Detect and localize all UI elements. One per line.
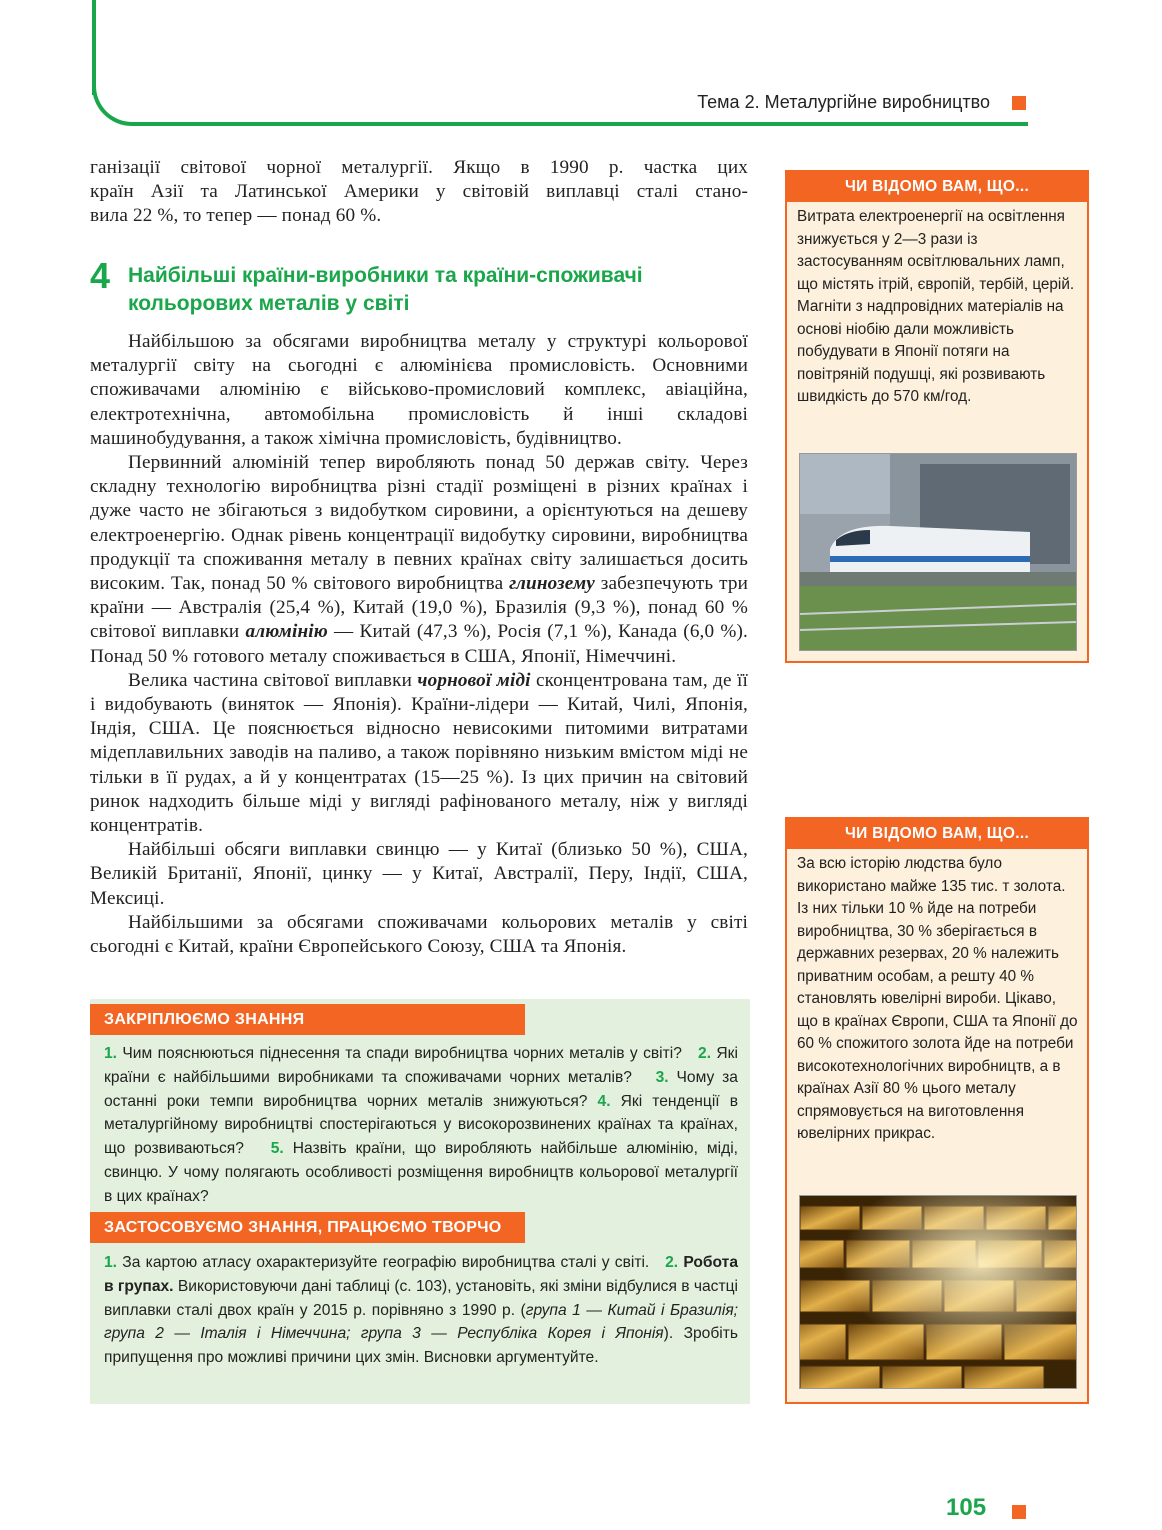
page-number: 105 [946, 1494, 987, 1521]
task-text: Використовуючи дані таблиці (с. 103), установіть, які зміни відбулися в частці виплавки сталі двох країн у 2015 р. порівняно з 1990 р. ( [104, 1277, 738, 1319]
gold-bars-illustration [800, 1196, 1076, 1388]
maglev-train-illustration [800, 454, 1076, 650]
paragraph-aluminium-industry: Найбільшою за обсягами виробництва металу у структурі кольорової металургії світу на сьогодні є алюмінієва промисловість. Основними споживачами алюмінію є військово-промисловий комплекс, авіаційна, електротехнічна, автомобільна промисловість й інші складові машинобудування, а також хімічна промисловість, будівництво. [90, 331, 748, 449]
frame-line-horizontal [150, 122, 1028, 126]
question-text: Які країни є найбільшими виробниками та споживачами чорних металів? [104, 1045, 738, 1086]
question-number: 3. [655, 1068, 669, 1086]
intro-line-3: вила 22 %, то тепер — понад 60 %. [90, 205, 382, 227]
gold-bars-photo [799, 1195, 1077, 1389]
did-you-know-heading: ЧИ ВІДОМО ВАМ, ЩО... [787, 819, 1087, 849]
p2-text-a: Первинний алюміній тепер виробляють понад 50 держав світу. Через складну технологію виробництва різні стадії розміщені в різних країнах і дуже часто не збігаються з видобутком сировини, а орієнтуються на дешеву електроенергію. Однак рівень концентрації видобутку сировини, виробництва продукції та споживання металу в певних країнах світу залишається досить високим. Так, понад 50 % світового виробництва [90, 452, 748, 595]
reinforce-heading: ЗАКРІПЛЮЄМО ЗНАННЯ [90, 1004, 525, 1035]
question-number: 2. [698, 1045, 712, 1062]
maglev-train-photo [799, 453, 1077, 651]
apply-heading: ЗАСТОСОВУЄМО ЗНАННЯ, ПРАЦЮЄМО ТВОРЧО [90, 1212, 525, 1243]
section-title [128, 262, 643, 318]
paragraph-copper [90, 669, 748, 838]
term-aluminium: алюмінію [245, 621, 328, 643]
tasks-box [90, 999, 750, 1404]
task-groups: група 1 — Китай і Бразилія; група 2 — Італія і Німеччина; група 3 — Республіка Корея і Японія [104, 1301, 738, 1343]
did-you-know-box-1 [785, 170, 1089, 663]
term-alumina: глинозему [509, 573, 595, 595]
intro-paragraph [90, 156, 748, 229]
did-you-know-text: Витрата електроенергії на освітлення знижується у 2—3 рази із застосуванням освітлювальних ламп, що містять ітрій, європій, тербій, церій. Магніти з надпровідних матеріалів на основі ніобію дали можливість побудувати в Японії потяги на повітряній подушці, які розвивають швидкість до 570 км/год. [797, 208, 1075, 405]
p3-text-b: сконцентрована там, де її і видобувають (виняток — Японія). Країни-лідери — Китай, Чилі, Японія, Індія, США. Це пояснюється відносно невисокими питомими витратами мідеплавильних заводів на паливо, а також порівняно низьким вмістом міді не тільки в її рудах, а й у концентратах (15—25 %). Із цих причин на світовий ринок надходить більше міді у вигляді рафінованого металу, ніж у вигляді концентратів. [90, 669, 749, 837]
question-number: 4. [597, 1092, 611, 1110]
task-group-work-label: Робота в групах. [104, 1254, 738, 1295]
did-you-know-heading: ЧИ ВІДОМО ВАМ, ЩО... [787, 172, 1087, 202]
question-text: Назвіть країни, що виробляють найбільше алюмінію, міді, свинцю. У чому полягають особливості розміщення виробництв кольорової металургії в цих країнах? [104, 1140, 738, 1205]
p2-text-c: — Китай (47,3 %), Росія (7,1 %), Канада (6,0 %). Понад 50 % готового металу споживається в США, Японії, Німеччині. [90, 621, 749, 667]
did-you-know-box-2 [785, 817, 1089, 1404]
task-text-end: ). Зробіть припущення про можливі причини цих змін. Висновки аргументуйте. [104, 1325, 738, 1367]
question-text: Які тенденції в металургійному виробництві спостерігаються у високорозвинених країнах та країнах, що розвиваються? [104, 1092, 738, 1158]
term-blister-copper: чорнової міді [417, 669, 531, 691]
section-title-line-1: Найбільші країни-виробники та країни-споживачі [128, 264, 643, 287]
question-number: 5. [270, 1140, 284, 1158]
intro-line-2: країн Азії та Латинської Америки у світовій виплавці сталі стано- [90, 181, 748, 203]
frame-corner [92, 60, 152, 126]
task-text: За картою атласу охарактеризуйте географію виробництва сталі у світі. [122, 1254, 650, 1271]
header-marker-square [1012, 96, 1026, 110]
running-header: Тема 2. Металургійне виробництво [697, 92, 990, 112]
paragraph-consumers: Найбільшими за обсягами споживачами кольорових металів у світі сьогодні є Китай, країни Європейського Союзу, США та Японія. [90, 911, 748, 958]
section-title-line-2: кольорових металів у світі [128, 292, 410, 315]
reinforce-questions [104, 1042, 738, 1209]
footer-marker-square [1012, 1505, 1026, 1519]
did-you-know-text: За всю історію людства було використано майже 135 тис. т золота. Із них тільки 10 % йде на потреби виробництва, 30 % зберігається в державних резервах, 20 % належить приватним особам, а решту 40 % становлять ювелірні вироби. Цікаво, що в країнах Європи, США та Японії до 60 % спожитого золота йде на потреби високотехнологічних виробництв, а в країнах Азії 80 % цього металу спрямовується на виготовлення ювелірних прикрас. [797, 855, 1078, 1142]
task-number: 2. [665, 1254, 679, 1271]
intro-line-1: ганізації світової чорної металургії. Якщо в 1990 р. частка цих [90, 157, 748, 178]
p2-text-b: забезпечують три країни — Австралія (25,4 %), Китай (19,0 %), Бразилія (9,3 %), понад 60 % світової виплавки [90, 573, 749, 643]
question-text: Чому за останні роки темпи виробництва чорних металів знижуються? [104, 1068, 738, 1110]
paragraph-primary-aluminium [90, 451, 748, 669]
section-number: 4 [90, 255, 111, 296]
apply-tasks [104, 1251, 738, 1370]
p3-text-a: Велика частина світової виплавки [128, 669, 418, 691]
question-number: 1. [104, 1045, 118, 1062]
body-text [90, 330, 748, 959]
question-text: Чим пояснюються піднесення та спади виробництва чорних металів у світі? [122, 1045, 682, 1062]
paragraph-lead-zinc: Найбільші обсяги виплавки свинцю — у Китаї (близько 50 %), США, Великій Британії, Японії, цинку — у Китаї, Австралії, Перу, Індії, США, Мексиці. [90, 839, 748, 909]
task-number: 1. [104, 1254, 118, 1271]
